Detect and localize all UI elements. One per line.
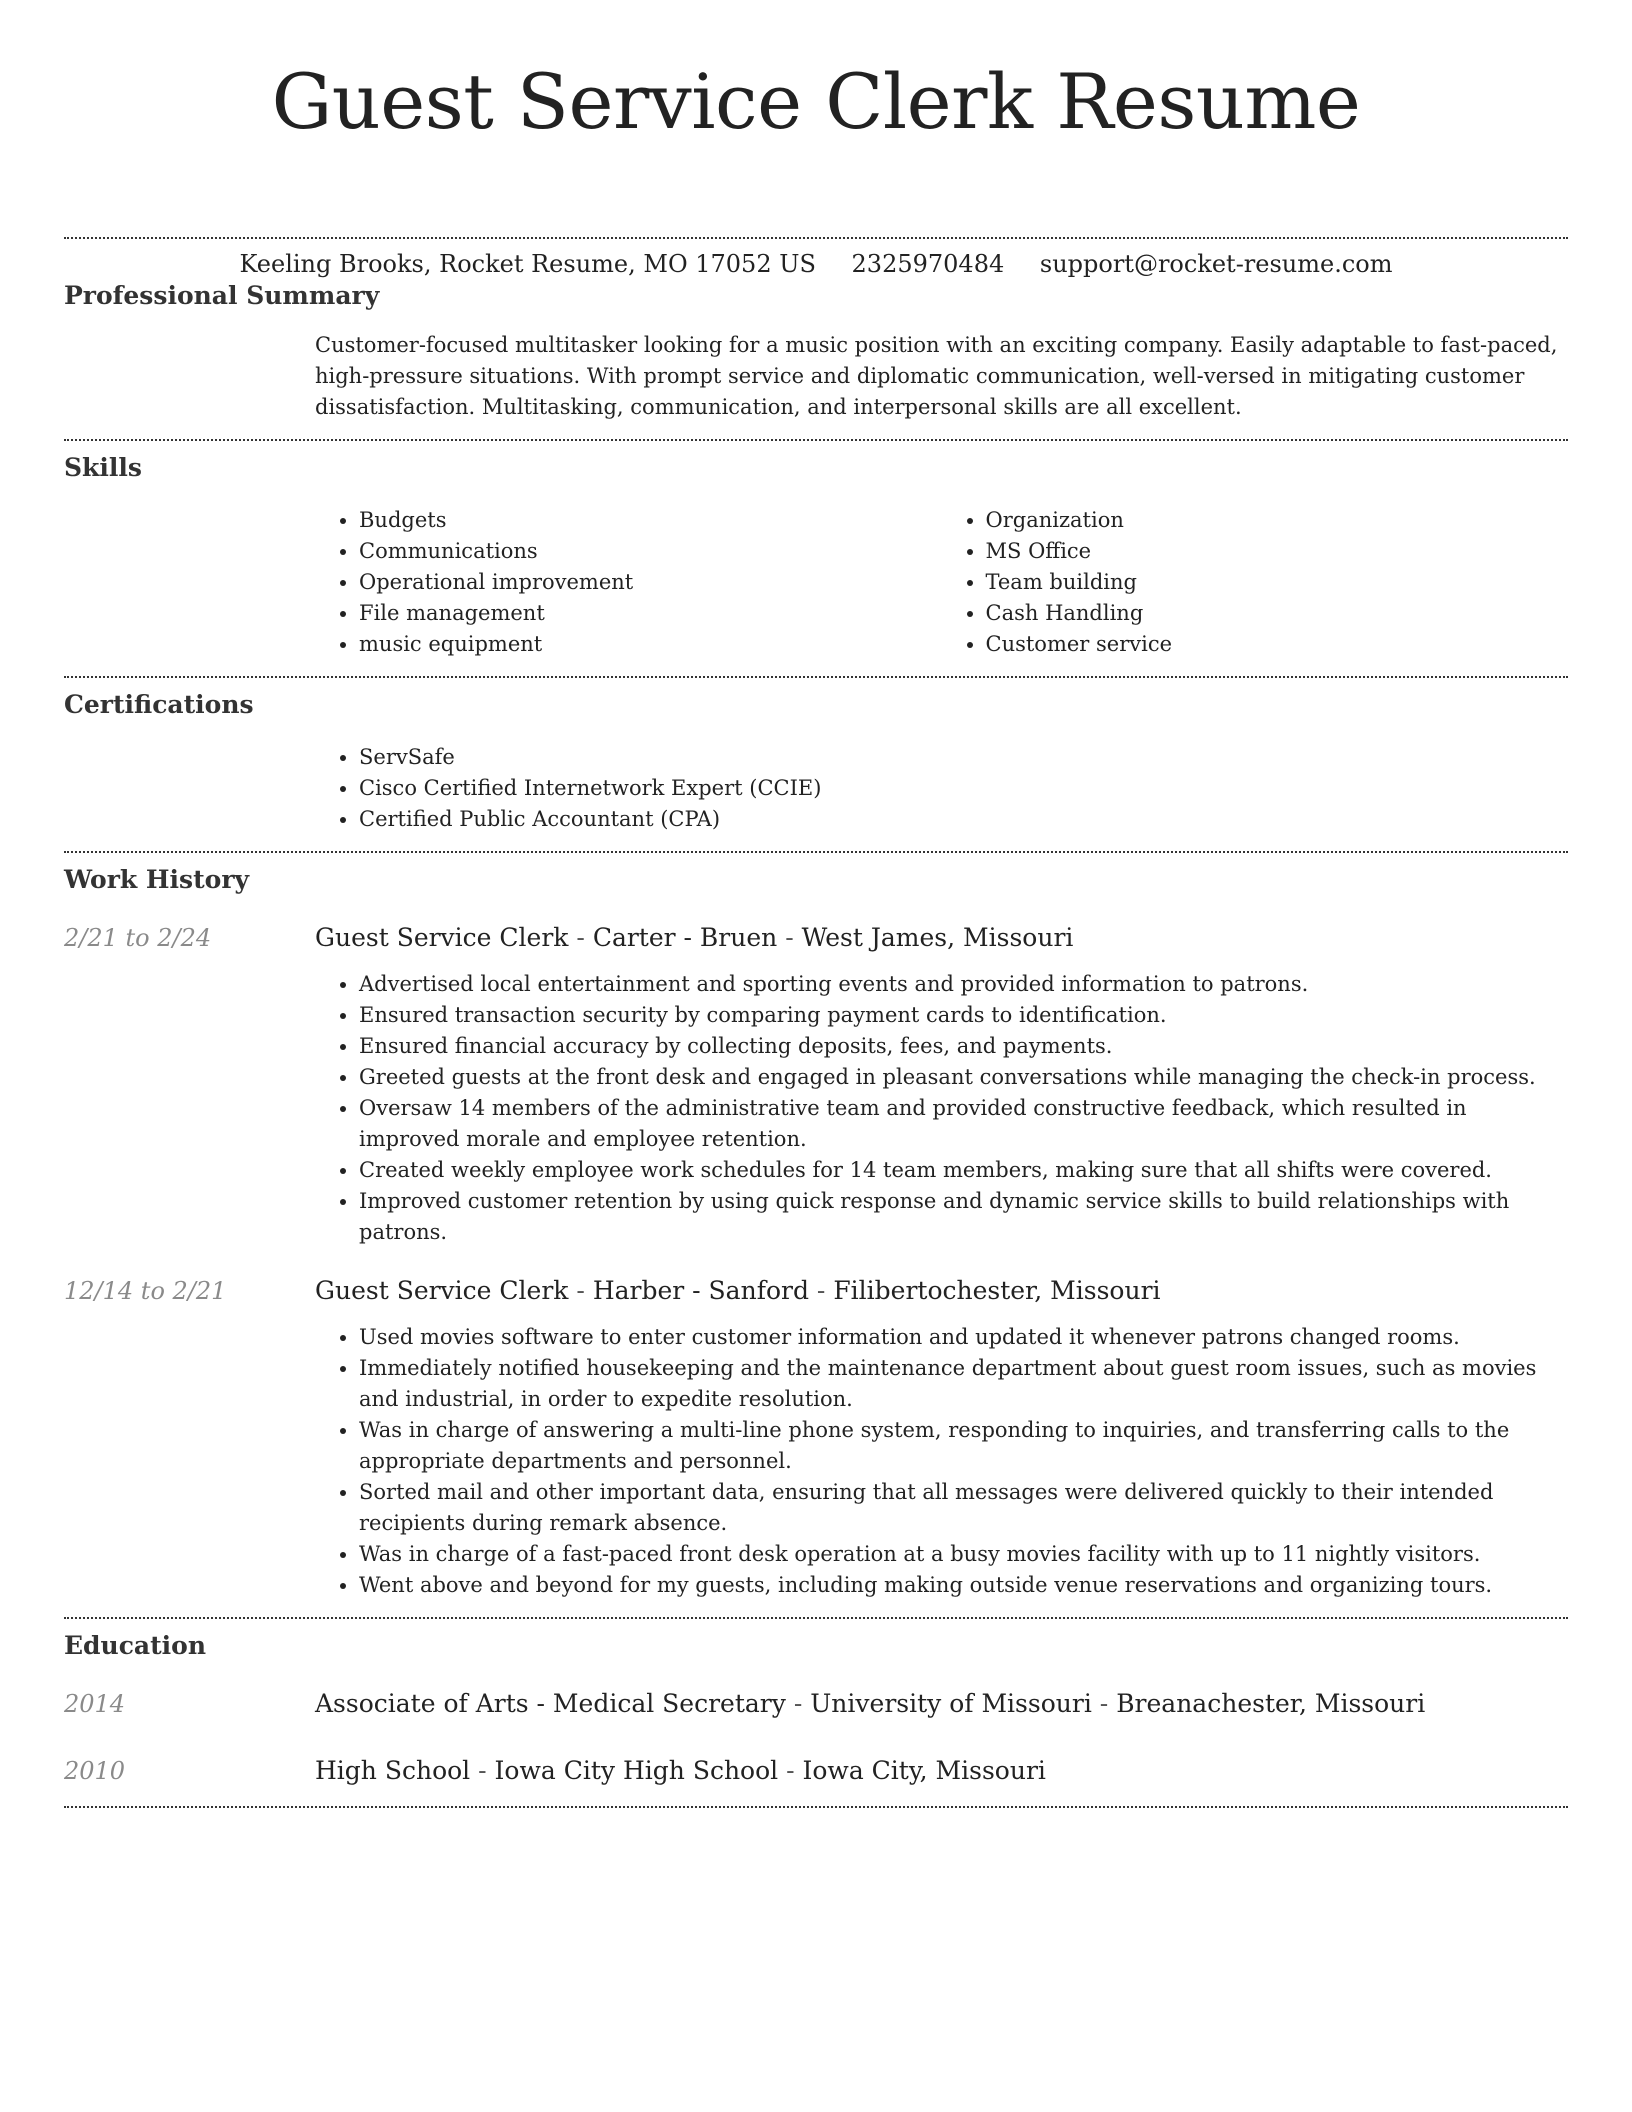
job-heading: Guest Service Clerk - Carter - Bruen - West James, Missouri bbox=[315, 923, 1074, 952]
summary-text: Customer-focused multitasker looking for a music position with an exciting company. Easily adaptable to fast-paced, high-pressure situations. With prompt service and diplomatic communication, well-versed in mitigating customer dissatisfaction. Multitasking, communication, and interpersonal skills are all excellent. bbox=[315, 333, 1558, 419]
certifications-section bbox=[64, 678, 1568, 851]
skills-list-left bbox=[315, 505, 942, 660]
job-bullet: • Ensured transaction security by comparing payment cards to identification. bbox=[359, 1000, 1568, 1031]
education-entry bbox=[64, 1687, 1568, 1721]
job-bullet: • Sorted mail and other important data, ensuring that all messages were delivered quickly to their intended recipients during remark absence. bbox=[359, 1477, 1568, 1539]
education-entry bbox=[64, 1754, 1568, 1788]
job-date: 2/21 to 2/24 bbox=[64, 924, 212, 952]
job-bullet: • Immediately notified housekeeping and the maintenance department about guest room issues, such as movies and industrial, in order to expedite resolution. bbox=[359, 1353, 1568, 1415]
certification-item: • Certified Public Accountant (CPA) bbox=[359, 804, 1568, 835]
job-bullet: • Improved customer retention by using quick response and dynamic service skills to build relationships with patrons. bbox=[359, 1186, 1568, 1248]
education-heading-line: High School - Iowa City High School - Iowa City, Missouri bbox=[315, 1756, 1046, 1785]
job-location: Filibertochester, Missouri bbox=[833, 1276, 1161, 1305]
job-bullet: • Ensured financial accuracy by collecting deposits, fees, and payments. bbox=[359, 1031, 1568, 1062]
job-bullet: • Advertised local entertainment and sporting events and provided information to patrons. bbox=[359, 969, 1568, 1000]
education-degree: High School bbox=[315, 1756, 471, 1785]
certification-item: • Cisco Certified Internetwork Expert (CCIE) bbox=[359, 773, 1568, 804]
education-section bbox=[64, 1619, 1568, 1806]
skill-item: • Communications bbox=[359, 536, 942, 567]
job-bullet: • Was in charge of a fast-paced front desk operation at a busy movies facility with up to 11 nightly visitors. bbox=[359, 1539, 1568, 1570]
job-date: 12/14 to 2/21 bbox=[64, 1277, 227, 1305]
education-location: Breanachester, Missouri bbox=[1116, 1689, 1426, 1718]
job-bullets bbox=[315, 1322, 1568, 1601]
education-school: University of Missouri bbox=[810, 1689, 1092, 1718]
job-bullet: • Was in charge of answering a multi-line phone system, responding to inquiries, and transferring calls to the appropriate departments and personnel. bbox=[359, 1415, 1568, 1477]
skill-item: • Customer service bbox=[986, 629, 1569, 660]
skill-item: • Operational improvement bbox=[359, 567, 942, 598]
skills-list-right bbox=[942, 505, 1569, 660]
job-title: Guest Service Clerk bbox=[315, 923, 569, 952]
resume-title: Guest Service Clerk Resume bbox=[271, 57, 1361, 146]
certification-item: • ServSafe bbox=[359, 742, 1568, 773]
job-bullets bbox=[315, 969, 1568, 1248]
education-heading: Education bbox=[64, 1631, 207, 1660]
job-bullet: • Used movies software to enter customer information and updated it whenever patrons changed rooms. bbox=[359, 1322, 1568, 1353]
education-school: Iowa City High School bbox=[494, 1756, 779, 1785]
divider bbox=[64, 1806, 1568, 1808]
skill-item: • Team building bbox=[986, 567, 1569, 598]
job-company: Harber - Sanford bbox=[592, 1276, 809, 1305]
education-degree: Associate of Arts - Medical Secretary bbox=[315, 1689, 786, 1718]
skill-item: • music equipment bbox=[359, 629, 942, 660]
contact-phone: 2325970484 bbox=[851, 250, 1005, 278]
education-year: 2010 bbox=[64, 1757, 126, 1785]
summary-section bbox=[64, 239, 1568, 439]
skill-item: • Organization bbox=[986, 505, 1569, 536]
certifications-heading: Certifications bbox=[64, 690, 254, 719]
job-company: Carter - Bruen bbox=[592, 923, 778, 952]
education-location: Iowa City, Missouri bbox=[802, 1756, 1046, 1785]
education-year: 2014 bbox=[64, 1690, 126, 1718]
education-heading-line: Associate of Arts - Medical Secretary - University of Missouri - Breanachester, Missouri bbox=[315, 1689, 1426, 1718]
job-bullet: • Greeted guests at the front desk and engaged in pleasant conversations while managing the check-in process. bbox=[359, 1062, 1568, 1093]
job-heading: Guest Service Clerk - Harber - Sanford - Filibertochester, Missouri bbox=[315, 1276, 1161, 1305]
work-section bbox=[64, 853, 1568, 1617]
skill-item: • MS Office bbox=[986, 536, 1569, 567]
job-entry bbox=[64, 921, 1568, 955]
skills-heading: Skills bbox=[64, 453, 142, 482]
skills-section bbox=[64, 441, 1568, 676]
skills-grid bbox=[315, 505, 1568, 660]
job-title: Guest Service Clerk bbox=[315, 1276, 569, 1305]
job-bullet: • Went above and beyond for my guests, including making outside venue reservations and organizing tours. bbox=[359, 1570, 1568, 1601]
certifications-list bbox=[315, 742, 1568, 835]
job-bullet: • Oversaw 14 members of the administrative team and provided constructive feedback, which resulted in improved morale and employee retention. bbox=[359, 1093, 1568, 1155]
contact-email: support@rocket-resume.com bbox=[1039, 250, 1393, 278]
skill-item: • Cash Handling bbox=[986, 598, 1569, 629]
summary-heading: Professional Summary bbox=[64, 281, 380, 310]
skill-item: • Budgets bbox=[359, 505, 942, 536]
skill-item: • File management bbox=[359, 598, 942, 629]
contact-address: Keeling Brooks, Rocket Resume, MO 17052 US bbox=[239, 250, 816, 278]
job-location: West James, Missouri bbox=[801, 923, 1074, 952]
job-entry bbox=[64, 1274, 1568, 1308]
job-bullet: • Created weekly employee work schedules for 14 team members, making sure that all shifts were covered. bbox=[359, 1155, 1568, 1186]
work-heading: Work History bbox=[64, 865, 250, 894]
